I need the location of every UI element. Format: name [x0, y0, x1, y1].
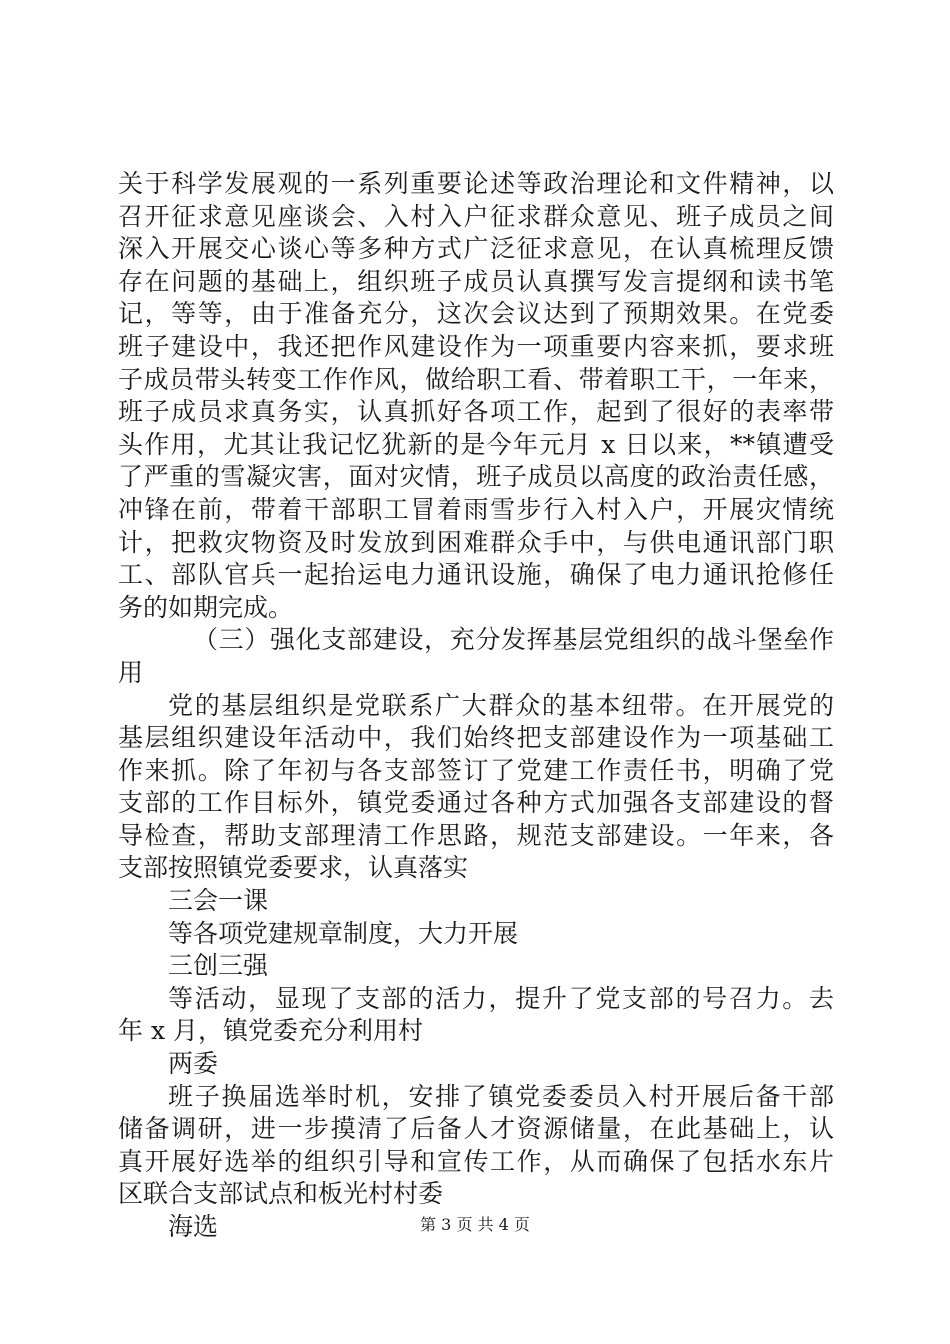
- text-line: 储备调研，进一步摸清了后备人才资源储量，在此基础上，认: [118, 1114, 834, 1144]
- section-heading-continuation: 用: [118, 657, 144, 687]
- page-number-footer: 第 3 页 共 4 页: [420, 1215, 530, 1234]
- text-line: 务的如期完成。: [118, 592, 294, 622]
- text-line: 三会一课: [168, 886, 269, 916]
- section-heading: （三）强化支部建设，充分发挥基层党组织的战斗堡垒作: [193, 625, 834, 655]
- text-line: 班子建设中，我还把作风建设作为一项重要内容来抓，要求班: [118, 331, 834, 361]
- text-line: 年 x 月，镇党委充分利用村: [118, 1016, 423, 1046]
- text-line: 关于科学发展观的一系列重要论述等政治理论和文件精神，以: [118, 169, 834, 198]
- text-line: 基层组织建设年活动中，我们始终把支部建设作为一项基础工: [118, 723, 834, 753]
- text-line: 召开征求意见座谈会、入村入户征求群众意见、班子成员之间: [118, 201, 834, 231]
- text-line: 班子成员求真务实，认真抓好各项工作，起到了很好的表率带: [118, 397, 834, 427]
- text-line: 班子换届选举时机，安排了镇党委委员入村开展后备干部: [168, 1081, 834, 1111]
- text-line: 了严重的雪凝灾害，面对灾情，班子成员以高度的政治责任感，: [118, 462, 834, 492]
- text-line: 深入开展交心谈心等多种方式广泛征求意见，在认真梳理反馈: [118, 234, 834, 264]
- text-line: 作来抓。除了年初与各支部签订了党建工作责任书，明确了党: [118, 755, 834, 785]
- text-line: 党的基层组织是党联系广大群众的基本纽带。在开展党的: [168, 690, 834, 720]
- body-text: [118, 168, 834, 1244]
- text-line: 三创三强: [168, 951, 269, 981]
- text-line: 工、部队官兵一起抬运电力通讯设施，确保了电力通讯抢修任: [118, 560, 834, 590]
- text-line: 区联合支部试点和板光村村委: [118, 1179, 444, 1209]
- text-line: 支部的工作目标外，镇党委通过各种方式加强各支部建设的督: [118, 788, 834, 818]
- text-line: 存在问题的基础上，组织班子成员认真撰写发言提纲和读书笔: [118, 266, 834, 296]
- text-line: 两委: [168, 1049, 219, 1079]
- text-line: 海选: [168, 1212, 219, 1241]
- text-line: 冲锋在前，带着干部职工冒着雨雪步行入村入户，开展灾情统: [118, 494, 834, 524]
- text-line: 子成员带头转变工作作风，做给职工看、带着职工干，一年来，: [118, 364, 834, 394]
- text-line: 计，把救灾物资及时发放到困难群众手中，与供电通讯部门职: [118, 527, 834, 557]
- text-line: 等各项党建规章制度，大力开展: [168, 918, 519, 948]
- text-line: 真开展好选举的组织引导和宣传工作，从而确保了包括水东片: [118, 1146, 834, 1176]
- text-line: 等活动，显现了支部的活力，提升了党支部的号召力。去: [168, 983, 834, 1013]
- text-line: 导检查，帮助支部理清工作思路，规范支部建设。一年来，各: [118, 820, 834, 850]
- text-line: 支部按照镇党委要求，认真落实: [118, 853, 469, 883]
- text-line: 记，等等，由于准备充分，这次会议达到了预期效果。在党委: [118, 299, 834, 329]
- text-line: 头作用，尤其让我记忆犹新的是今年元月 x 日以来，**镇遭受: [118, 429, 834, 459]
